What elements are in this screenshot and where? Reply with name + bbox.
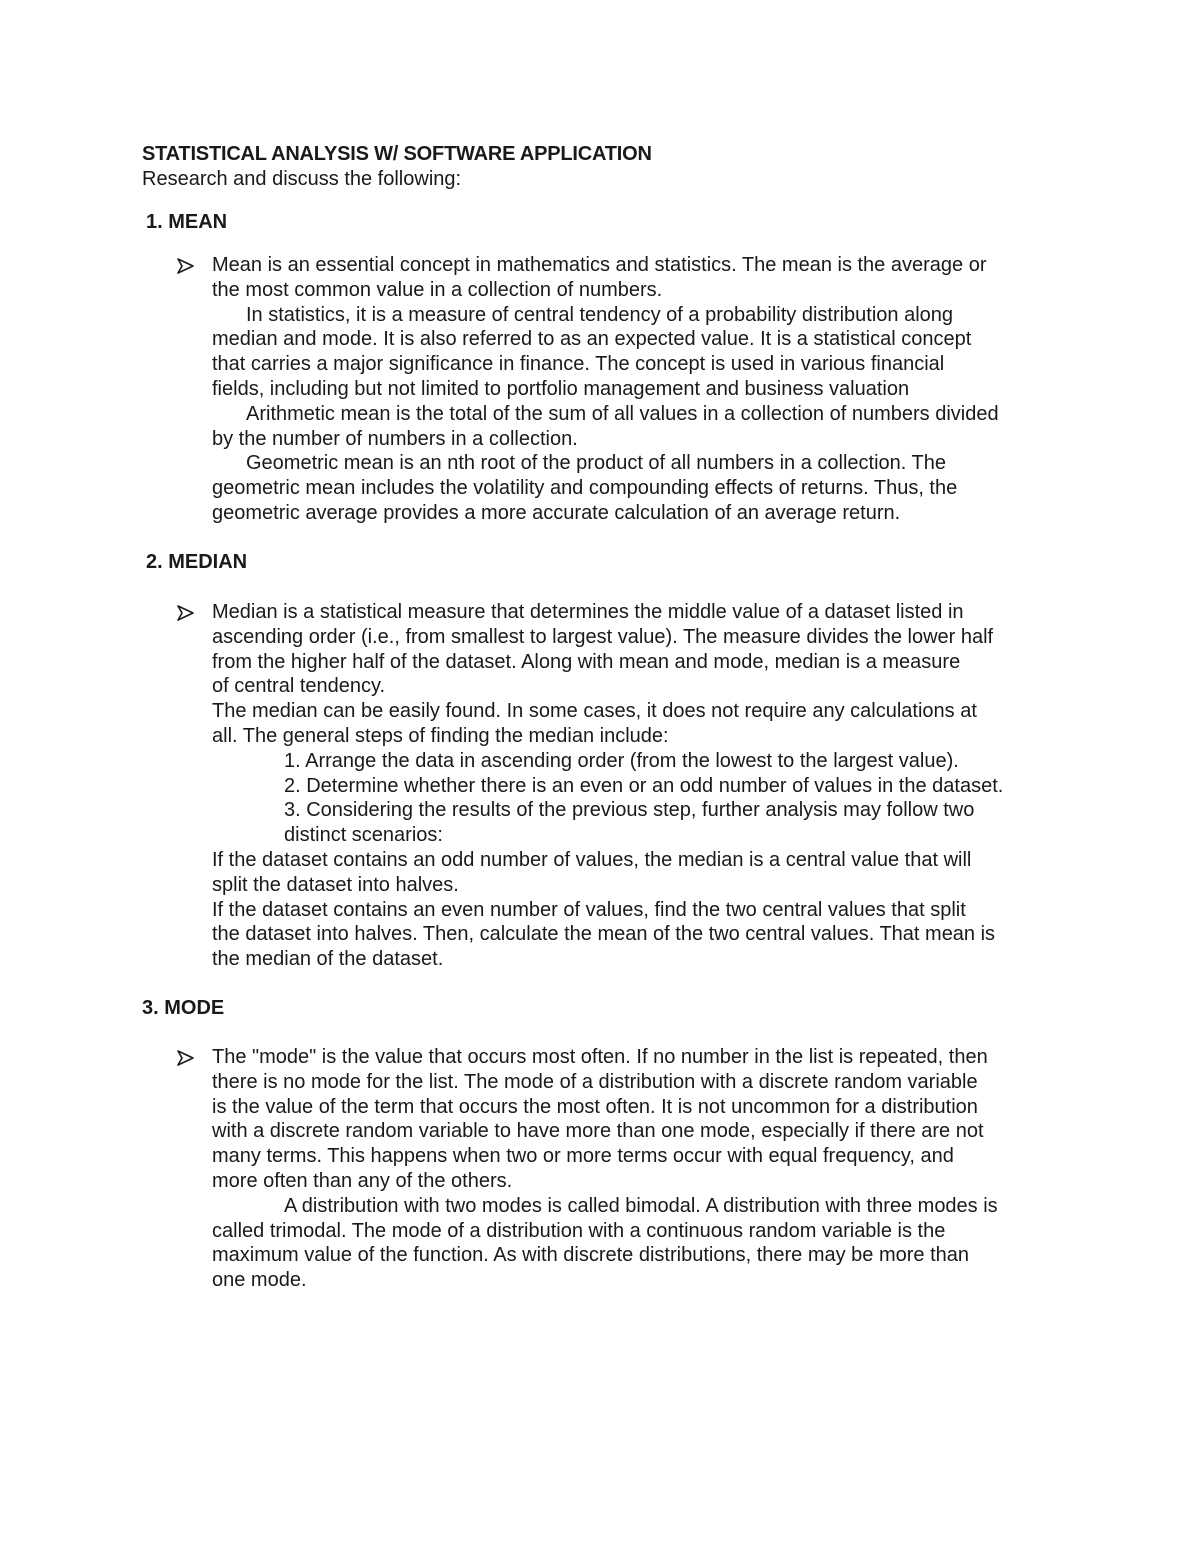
body-line: The median can be easily found. In some cases, it does not require any calculations at	[212, 700, 977, 723]
section-heading-median: 2. MEDIAN	[146, 551, 248, 573]
body-line: The "mode" is the value that occurs most often. If no number in the list is repeated, then	[212, 1046, 988, 1068]
body-line: median and mode. It is also referred to as an expected value. It is a statistical concept	[212, 328, 972, 351]
body-line: Geometric mean is an nth root of the product of all numbers in a collection. The	[246, 452, 946, 475]
arrow-bullet-icon	[176, 603, 196, 623]
section-body-mean	[212, 253, 1072, 526]
body-line: A distribution with two modes is called bimodal. A distribution with three modes is	[284, 1194, 998, 1217]
body-line: the dataset into halves. Then, calculate the mean of the two central values. That mean is	[212, 923, 996, 946]
body-line: more often than any of the others.	[212, 1169, 513, 1192]
body-line: Median is a statistical measure that determines the middle value of a dataset listed in	[212, 601, 964, 623]
body-line: Mean is an essential concept in mathematics and statistics. The mean is the average or	[212, 254, 987, 276]
body-line: geometric mean includes the volatility and compounding effects of returns. Thus, the	[212, 477, 958, 500]
numbered-step: 3. Considering the results of the previous step, further analysis may follow two	[284, 799, 975, 822]
arrow-bullet-icon	[176, 256, 196, 276]
body-line: fields, including but not limited to portfolio management and business valuation	[212, 377, 910, 400]
document-title: STATISTICAL ANALYSIS W/ SOFTWARE APPLICATION	[142, 143, 652, 165]
numbered-step: distinct scenarios:	[284, 824, 443, 847]
body-line: the most common value in a collection of numbers.	[212, 278, 663, 301]
body-line: all. The general steps of finding the median include:	[212, 724, 669, 747]
body-line: is the value of the term that occurs the most often. It is not uncommon for a distribution	[212, 1095, 978, 1118]
section-heading-mean: 1. MEAN	[146, 211, 228, 233]
numbered-step: 1. Arrange the data in ascending order (from the lowest to the largest value).	[284, 749, 959, 772]
body-line: the median of the dataset.	[212, 948, 444, 971]
body-line: maximum value of the function. As with discrete distributions, there may be more than	[212, 1244, 970, 1267]
body-line: geometric average provides a more accurate calculation of an average return.	[212, 501, 901, 524]
body-line: that carries a major significance in finance. The concept is used in various financial	[212, 353, 945, 376]
section-body-mode	[212, 1045, 1072, 1293]
body-line: split the dataset into halves.	[212, 873, 459, 896]
body-line: many terms. This happens when two or more terms occur with equal frequency, and	[212, 1145, 954, 1168]
document-subtitle: Research and discuss the following:	[142, 168, 462, 190]
section-body-median	[212, 600, 1072, 972]
body-line: one mode.	[212, 1269, 307, 1292]
arrow-bullet-icon	[176, 1048, 196, 1068]
body-line: there is no mode for the list. The mode of a distribution with a discrete random variable	[212, 1070, 978, 1093]
numbered-step: 2. Determine whether there is an even or an odd number of values in the dataset.	[284, 774, 1004, 797]
body-line: ascending order (i.e., from smallest to largest value). The measure divides the lower half	[212, 625, 994, 648]
body-line: from the higher half of the dataset. Along with mean and mode, median is a measure	[212, 650, 961, 673]
body-line: If the dataset contains an even number of values, find the two central values that split	[212, 898, 966, 921]
body-line: of central tendency.	[212, 675, 386, 698]
body-line: called trimodal. The mode of a distribution with a continuous random variable is the	[212, 1219, 946, 1242]
body-line: with a discrete random variable to have more than one mode, especially if there are not	[212, 1120, 984, 1143]
body-line: by the number of numbers in a collection.	[212, 427, 578, 450]
body-line: Arithmetic mean is the total of the sum of all values in a collection of numbers divided	[246, 402, 999, 425]
body-line: If the dataset contains an odd number of values, the median is a central value that will	[212, 848, 972, 871]
section-heading-mode: 3. MODE	[142, 997, 225, 1019]
body-line: In statistics, it is a measure of central tendency of a probability distribution along	[246, 303, 954, 326]
